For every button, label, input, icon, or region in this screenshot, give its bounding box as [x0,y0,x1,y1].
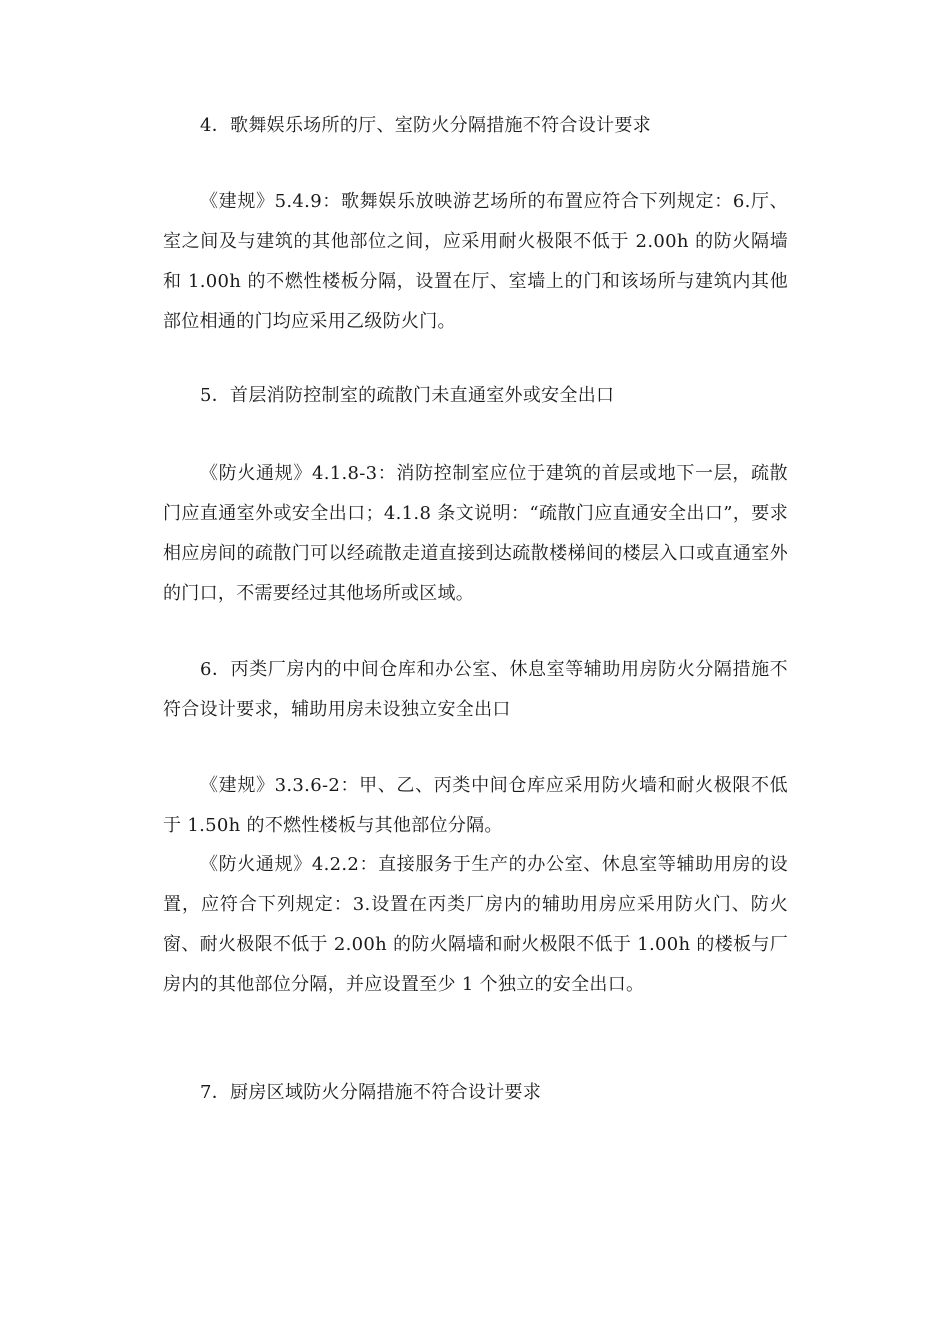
regulation-paragraph: 《防火通规》4.1.8-3：消防控制室应位于建筑的首层或地下一层，疏散门应直通室外或安全出口；4.1.8 条文说明：“疏散门应直通安全出口”，要求相应房间的疏散门可以经疏散走道直接到达疏散楼梯间的楼层入口或直通室外的门口，不需要经过其他场所或区域。 [163,463,788,604]
regulation-paragraph: 《建规》5.4.9：歌舞娱乐放映游艺场所的布置应符合下列规定：6.厅、室之间及与建筑的其他部位之间，应采用耐火极限不低于 2.00h 的防火隔墙和 1.00h 的不燃性楼板分隔，设置在厅、室墙上的门和该场所与建筑内其他部位相通的门均应采用乙级防火门。 [163,191,788,332]
regulation-paragraph: 《防火通规》4.2.2：直接服务于生产的办公室、休息室等辅助用房的设置，应符合下列规定：3.设置在丙类厂房内的辅助用房应采用防火门、防火窗、耐火极限不低于 2.00h 的防火隔墙和耐火极限不低于 1.00h 的楼板与厂房内的其他部位分隔，并应设置至少 1 个独立的安全出口。 [163,854,788,995]
section-heading-5: 5．首层消防控制室的疏散门未直通室外或安全出口 [200,385,615,406]
section-heading-7: 7．厨房区域防火分隔措施不符合设计要求 [200,1082,542,1103]
regulation-paragraph: 《建规》3.3.6-2：甲、乙、丙类中间仓库应采用防火墙和耐火极限不低于 1.50h 的不燃性楼板与其他部位分隔。 [163,775,788,836]
section-heading-4: 4．歌舞娱乐场所的厅、室防火分隔措施不符合设计要求 [200,115,651,136]
section-heading-6: 6．丙类厂房内的中间仓库和办公室、休息室等辅助用房防火分隔措施不符合设计要求，辅助用房未设独立安全出口 [163,659,788,720]
